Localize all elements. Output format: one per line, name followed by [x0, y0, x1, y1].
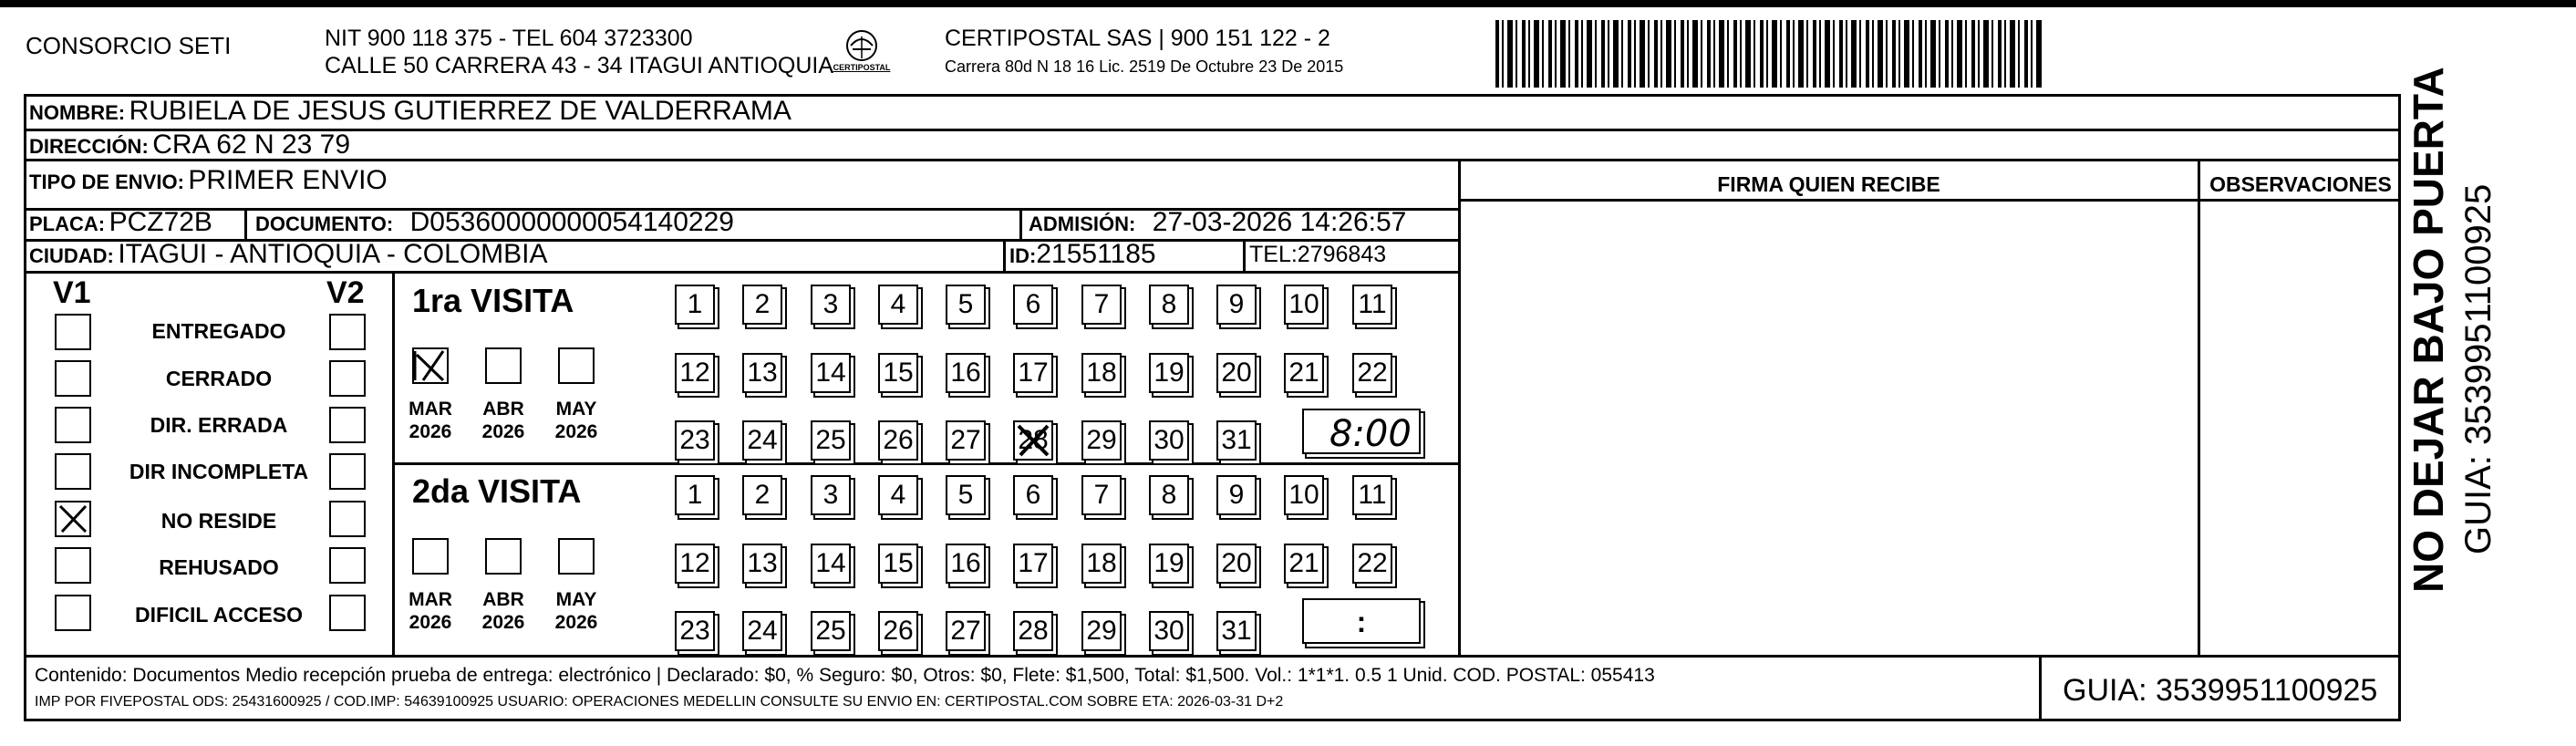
second-visit-day-21[interactable]	[1284, 544, 1324, 584]
top-border	[0, 0, 2576, 7]
second-visit-month-abr[interactable]	[485, 538, 522, 575]
second-visit-time: :	[1356, 606, 1367, 638]
first-visit-day-18[interactable]	[1081, 353, 1122, 393]
day-number: 5	[957, 289, 974, 319]
first-visit-day-16[interactable]	[946, 353, 986, 393]
day-number: 26	[883, 616, 914, 646]
checkmark-x-icon	[55, 501, 91, 537]
day-number: 8	[1161, 480, 1177, 510]
day-number: 31	[1221, 425, 1252, 455]
v2-checkbox-rehusado[interactable]	[329, 547, 366, 584]
first-visit-day-19[interactable]	[1149, 353, 1189, 393]
second-visit-day-5[interactable]	[946, 475, 986, 515]
direccion-value: CRA 62 N 23 79	[152, 130, 351, 160]
reason-label: ENTREGADO	[151, 319, 286, 343]
courier-line: CERTIPOSTAL SAS | 900 151 122 - 2	[945, 26, 1330, 51]
nombre-value: RUBIELA DE JESUS GUTIERREZ DE VALDERRAMA	[129, 96, 791, 126]
v1-checkbox-entregado[interactable]	[55, 314, 91, 350]
day-number: 18	[1086, 548, 1117, 578]
v2-checkbox-dir-incompleta[interactable]	[329, 453, 366, 490]
v1-checkbox-no-reside[interactable]	[55, 501, 91, 537]
sender-name: CONSORCIO SETI	[26, 32, 232, 59]
first-visit-month-abr[interactable]	[485, 347, 522, 384]
day-number: 4	[890, 289, 906, 319]
second-visit-day-16[interactable]	[946, 544, 986, 584]
second-visit-month-mar[interactable]	[412, 538, 449, 575]
first-visit-day-10[interactable]	[1284, 285, 1324, 325]
day-number: 28	[1018, 425, 1049, 455]
footer-print-line: IMP POR FIVEPOSTAL ODS: 25431600925 / COD.IMP: 54639100925 USUARIO: OPERACIONES MEDELLIN CONSULTE SU ENVIO EN: CERTIPOSTAL.COM SOBRE ETA: 2026-03-31 D+2	[35, 694, 1284, 710]
ciudad-label: CIUDAD:	[29, 244, 114, 267]
placa-value: PCZ72B	[109, 207, 212, 237]
first-visit-day-4[interactable]	[878, 285, 918, 325]
day-number: 6	[1025, 480, 1041, 510]
first-visit-day-25[interactable]	[811, 420, 851, 461]
admision-field	[1029, 209, 1406, 236]
first-visit-day-21[interactable]	[1284, 353, 1324, 393]
month-label: MAY 2026	[554, 399, 598, 443]
v1-checkbox-cerrado[interactable]	[55, 360, 91, 397]
first-visit-month-mar[interactable]	[412, 347, 449, 384]
day-number: 29	[1086, 425, 1117, 455]
v2-checkbox-cerrado[interactable]	[329, 360, 366, 397]
second-visit-day-28[interactable]	[1013, 611, 1053, 651]
v1-checkbox-dir-incompleta[interactable]	[55, 453, 91, 490]
nombre-label: NOMBRE:	[29, 101, 126, 124]
v2-checkbox-dir-errada[interactable]	[329, 407, 366, 443]
first-visit-day-2[interactable]	[742, 285, 782, 325]
day-number: 13	[747, 357, 778, 388]
first-visit-day-1[interactable]	[675, 285, 715, 325]
day-number: 14	[815, 548, 846, 578]
first-visit-day-8[interactable]	[1149, 285, 1189, 325]
first-visit-day-29[interactable]	[1081, 420, 1122, 461]
v1-checkbox-dificil-acceso[interactable]	[55, 595, 91, 631]
first-visit-title: 1ra VISITA	[412, 282, 574, 319]
second-visit-month-may[interactable]	[558, 538, 595, 575]
day-number: 25	[815, 425, 846, 455]
id-label: ID:	[1009, 244, 1037, 267]
ciudad-value: ITAGUI - ANTIOQUIA - COLOMBIA	[118, 239, 548, 269]
second-visit-day-10[interactable]	[1284, 475, 1324, 515]
second-visit-title: 2da VISITA	[412, 472, 582, 510]
day-number: 21	[1288, 357, 1319, 388]
month-label: MAY 2026	[554, 589, 598, 634]
second-visit-day-14[interactable]	[811, 544, 851, 584]
day-number: 11	[1358, 480, 1387, 510]
day-number: 9	[1228, 480, 1245, 510]
reason-label: DIFICIL ACCESO	[134, 603, 303, 627]
first-visit-day-5[interactable]	[946, 285, 986, 325]
second-visit-day-1[interactable]	[675, 475, 715, 515]
day-number: 11	[1358, 289, 1387, 319]
v2-checkbox-no-reside[interactable]	[329, 501, 366, 537]
day-number: 13	[747, 548, 778, 578]
first-visit-day-30[interactable]	[1149, 420, 1189, 461]
checkmark-x-icon	[1013, 420, 1053, 461]
certipostal-logo	[825, 27, 898, 82]
day-number: 15	[883, 548, 914, 578]
second-visit-day-23[interactable]	[675, 611, 715, 651]
second-visit-day-26[interactable]	[878, 611, 918, 651]
sender-address-line: CALLE 50 CARRERA 43 - 34 ITAGUI ANTIOQUIA	[325, 53, 834, 78]
placa-label: PLACA:	[29, 212, 106, 235]
day-number: 3	[822, 289, 839, 319]
second-visit-day-17[interactable]	[1013, 544, 1053, 584]
first-visit-day-13[interactable]	[742, 353, 782, 393]
second-visit-day-20[interactable]	[1216, 544, 1257, 584]
day-number: 12	[679, 357, 710, 388]
first-visit-day-14[interactable]	[811, 353, 851, 393]
first-visit-day-9[interactable]	[1216, 285, 1257, 325]
first-visit-day-20[interactable]	[1216, 353, 1257, 393]
documento-field	[255, 209, 734, 236]
direccion-field	[29, 131, 350, 159]
day-number: 30	[1154, 616, 1185, 646]
first-visit-day-23[interactable]	[675, 420, 715, 461]
day-number: 21	[1288, 548, 1319, 578]
v1-checkbox-rehusado[interactable]	[55, 547, 91, 584]
month-label: ABR 2026	[481, 399, 525, 443]
day-number: 27	[950, 616, 981, 646]
v1-label: V1	[53, 275, 91, 310]
day-number: 23	[679, 425, 710, 455]
observaciones-header: OBSERVACIONES	[2209, 172, 2392, 196]
day-number: 1	[687, 289, 703, 319]
side-guia: GUIA: 3539951100925	[2458, 183, 2498, 554]
admision-value: 27-03-2026 14:26:57	[1152, 207, 1407, 237]
month-label: MAR 2026	[409, 589, 452, 634]
second-visit-day-8[interactable]	[1149, 475, 1189, 515]
day-number: 28	[1018, 616, 1049, 646]
day-number: 16	[950, 357, 981, 388]
first-visit-day-31[interactable]	[1216, 420, 1257, 461]
second-visit-day-30[interactable]	[1149, 611, 1189, 651]
second-visit-day-7[interactable]	[1081, 475, 1122, 515]
day-number: 24	[747, 425, 778, 455]
day-number: 31	[1221, 616, 1252, 646]
first-visit-day-7[interactable]	[1081, 285, 1122, 325]
day-number: 20	[1221, 357, 1252, 388]
tipo-envio-label: TIPO DE ENVIO:	[29, 171, 184, 193]
first-visit-day-6[interactable]	[1013, 285, 1053, 325]
day-number: 17	[1018, 357, 1049, 388]
tel-value: 2796843	[1297, 242, 1387, 267]
second-visit-day-24[interactable]	[742, 611, 782, 651]
day-number: 30	[1154, 425, 1185, 455]
day-number: 20	[1221, 548, 1252, 578]
first-visit-day-27[interactable]	[946, 420, 986, 461]
second-visit-day-29[interactable]	[1081, 611, 1122, 651]
ciudad-field	[29, 241, 548, 268]
day-number: 12	[679, 548, 710, 578]
day-number: 5	[957, 480, 974, 510]
day-number: 24	[747, 616, 778, 646]
documento-label: DOCUMENTO:	[255, 212, 394, 235]
first-visit-day-22[interactable]	[1352, 353, 1392, 393]
second-visit-day-6[interactable]	[1013, 475, 1053, 515]
day-number: 3	[822, 480, 839, 510]
tipo-envio-value: PRIMER ENVIO	[188, 165, 388, 195]
footer-content-line: Contenido: Documentos Medio recepción prueba de entrega: electrónico | Declarado: $0, % Seguro: $0, Otros: $0, Flete: $1,500, Total: $1,500. Vol.: 1*1*1. 0.5 1 Unid. COD. POSTAL: 055413	[35, 665, 1655, 686]
placa-field	[29, 209, 212, 236]
second-visit-day-12[interactable]	[675, 544, 715, 584]
documento-value: D05360000000054140229	[409, 207, 734, 237]
day-number: 14	[815, 357, 846, 388]
day-number: 16	[950, 548, 981, 578]
admision-label: ADMISIÓN:	[1029, 212, 1136, 235]
second-visit-day-25[interactable]	[811, 611, 851, 651]
day-number: 22	[1357, 357, 1388, 388]
day-number: 2	[754, 480, 771, 510]
second-visit-day-22[interactable]	[1352, 544, 1392, 584]
tel-label: TEL:	[1249, 242, 1298, 267]
day-number: 4	[890, 480, 906, 510]
second-visit-day-11[interactable]	[1352, 475, 1392, 515]
day-number: 10	[1288, 480, 1319, 510]
second-visit-day-18[interactable]	[1081, 544, 1122, 584]
logo-text: CERTIPOSTAL	[833, 63, 891, 72]
day-number: 25	[815, 616, 846, 646]
day-number: 2	[754, 289, 771, 319]
day-number: 1	[687, 480, 703, 510]
v1-checkbox-dir-errada[interactable]	[55, 407, 91, 443]
first-visit-month-may[interactable]	[558, 347, 595, 384]
v2-checkbox-entregado[interactable]	[329, 314, 366, 350]
day-number: 7	[1093, 480, 1110, 510]
reason-label: REHUSADO	[159, 555, 279, 579]
id-field	[1009, 241, 1156, 268]
day-number: 29	[1086, 616, 1117, 646]
day-number: 15	[883, 357, 914, 388]
month-label: ABR 2026	[481, 589, 525, 634]
first-visit-day-3[interactable]	[811, 285, 851, 325]
first-visit-day-15[interactable]	[878, 353, 918, 393]
v2-label: V2	[326, 275, 365, 310]
day-number: 10	[1288, 289, 1319, 319]
footer-guia: GUIA: 3539951100925	[2063, 673, 2378, 708]
day-number: 8	[1161, 289, 1177, 319]
first-visit-day-12[interactable]	[675, 353, 715, 393]
courier-license-line: Carrera 80d N 18 16 Lic. 2519 De Octubre 23 De 2015	[945, 57, 1344, 76]
reason-label: NO RESIDE	[160, 509, 277, 533]
second-visit-day-31[interactable]	[1216, 611, 1257, 651]
first-visit-day-24[interactable]	[742, 420, 782, 461]
second-visit-day-3[interactable]	[811, 475, 851, 515]
barcode	[1495, 20, 2043, 88]
day-number: 7	[1093, 289, 1110, 319]
day-number: 19	[1154, 357, 1185, 388]
first-visit-time: 8:00	[1329, 413, 1412, 455]
day-number: 22	[1357, 548, 1388, 578]
first-visit-time-box[interactable]	[1302, 409, 1421, 454]
day-number: 17	[1018, 548, 1049, 578]
direccion-label: DIRECCIÓN:	[29, 135, 149, 158]
reason-label: CERRADO	[165, 367, 273, 390]
checkmark-x-icon	[412, 347, 449, 384]
second-visit-day-9[interactable]	[1216, 475, 1257, 515]
day-number: 18	[1086, 357, 1117, 388]
first-visit-day-17[interactable]	[1013, 353, 1053, 393]
day-number: 19	[1154, 548, 1185, 578]
first-visit-day-11[interactable]	[1352, 285, 1392, 325]
id-value: 21551185	[1036, 239, 1156, 269]
second-visit-day-2[interactable]	[742, 475, 782, 515]
day-number: 9	[1228, 289, 1245, 319]
day-number: 6	[1025, 289, 1041, 319]
day-number: 27	[950, 425, 981, 455]
nombre-field	[29, 98, 791, 125]
firma-header: FIRMA QUIEN RECIBE	[1717, 172, 1940, 196]
day-number: 23	[679, 616, 710, 646]
tipo-envio-field	[29, 167, 388, 194]
reason-label: DIR. ERRADA	[150, 413, 288, 437]
first-visit-day-26[interactable]	[878, 420, 918, 461]
second-visit-day-15[interactable]	[878, 544, 918, 584]
second-visit-day-4[interactable]	[878, 475, 918, 515]
second-visit-day-13[interactable]	[742, 544, 782, 584]
v2-checkbox-dificil-acceso[interactable]	[329, 595, 366, 631]
reason-label: DIR INCOMPLETA	[129, 460, 309, 483]
first-visit-day-28[interactable]	[1013, 420, 1053, 461]
sender-nit-line: NIT 900 118 375 - TEL 604 3723300	[325, 26, 693, 51]
second-visit-day-19[interactable]	[1149, 544, 1189, 584]
second-visit-day-27[interactable]	[946, 611, 986, 651]
second-visit-time-box[interactable]	[1302, 598, 1421, 644]
side-warning: NO DEJAR BAJO PUERTA	[2405, 67, 2452, 593]
day-number: 26	[883, 425, 914, 455]
tel-field	[1249, 243, 1386, 266]
month-label: MAR 2026	[409, 399, 452, 443]
